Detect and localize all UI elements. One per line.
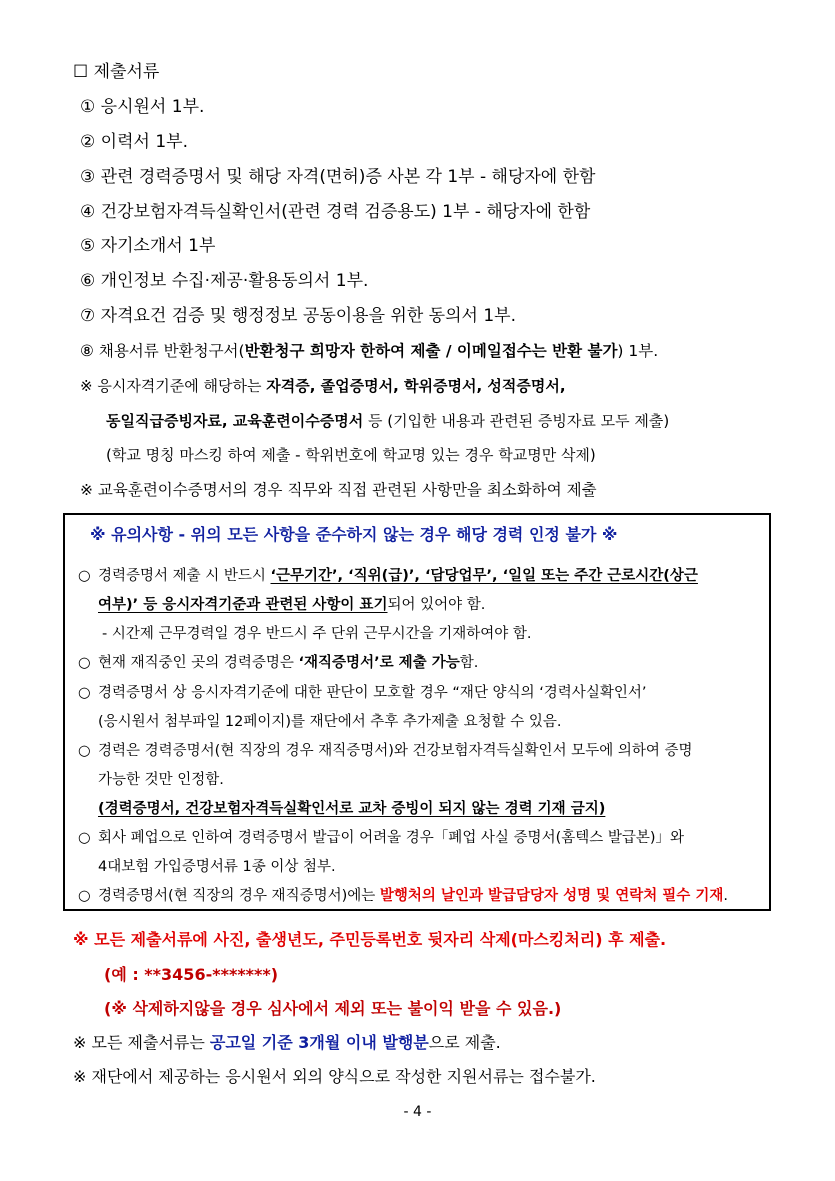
- caution-text: 경력증명서(현 직장의 경우 재직증명서)에는: [98, 888, 380, 904]
- item-text: 개인정보 수집·제공·활용동의서 1부.: [100, 271, 369, 291]
- caution-text: .: [723, 888, 728, 904]
- bullet-icon: ○: [78, 888, 91, 904]
- caution-text-bold: 여부)’ 등 응시자격기준과 관련된 사항이 표기: [98, 597, 388, 613]
- caution-item-cont: 가능한 것만 인정함.: [98, 772, 224, 788]
- section-title: ☐ 제출서류: [73, 62, 160, 82]
- bullet-icon: ○: [78, 685, 91, 701]
- footer-note-text: 으로 제출.: [428, 1033, 501, 1052]
- list-item: [80, 201, 590, 223]
- footer-note: [73, 1032, 501, 1054]
- note-text: ※ 응시자격기준에 해당하는: [80, 377, 267, 395]
- caution-title: ※ 유의사항 - 위의 모든 사항을 준수하지 않는 경우 해당 경력 인정 불가 ※: [90, 525, 618, 544]
- caution-text: 경력증명서 상 응시자격기준에 대한 판단이 모호할 경우 “재단 양식의 ‘경력사실확인서’: [98, 685, 647, 701]
- item-number: ②: [80, 132, 96, 152]
- item-number: ⑤: [80, 236, 96, 256]
- note-line: ※ 교육훈련이수증명서의 경우 직무와 직접 관련된 사항만을 최소화하여 제출: [80, 481, 597, 499]
- caution-item: [78, 741, 692, 761]
- footer-note: ※ 재단에서 제공하는 응시원서 외의 양식으로 작성한 지원서류는 접수불가.: [73, 1067, 596, 1086]
- item-number: ①: [80, 97, 96, 117]
- caution-text-bold: ‘재직증명서’로 제출 가능: [298, 655, 460, 671]
- caution-item: [78, 683, 646, 703]
- item-number: ⑦: [80, 306, 96, 326]
- item-number: ⑥: [80, 271, 96, 291]
- note-line: (학교 명칭 마스킹 하여 제출 - 학위번호에 학교명 있는 경우 학교명만 삭제): [106, 446, 596, 464]
- list-item: [80, 166, 595, 188]
- bullet-icon: ○: [78, 568, 91, 584]
- caution-text-red: 발행처의 날인과 발급담당자 성명 및 연락처 필수 기재: [379, 888, 724, 904]
- item-number: ④: [80, 202, 96, 222]
- list-item: [80, 131, 188, 153]
- list-item: [80, 270, 368, 292]
- list-item: [80, 96, 204, 118]
- item-text: 관련 경력증명서 및 해당 자격(면허)증 사본 각 1부 - 해당자에 한함: [100, 167, 596, 187]
- item-text-bold: 반환청구 희망자 한하여 제출 / 이메일접수는 반환 불가: [244, 342, 618, 360]
- caution-item: [78, 653, 478, 673]
- caution-item-cont: 4대보험 가입증명서류 1종 이상 첨부.: [98, 859, 336, 875]
- item-text: 자기소개서 1부: [100, 236, 216, 256]
- footer-note-text-blue: 공고일 기준 3개월 이내 발행분: [209, 1033, 429, 1052]
- item-text: 응시원서 1부.: [100, 97, 205, 117]
- caution-text: 현재 재직중인 곳의 경력증명은: [98, 655, 299, 671]
- list-item: [80, 305, 516, 327]
- item-text: 이력서 1부.: [100, 132, 188, 152]
- item-text: 건강보험자격득실확인서(관련 경력 검증용도) 1부 - 해당자에 한함: [100, 202, 591, 222]
- item-number: ③: [80, 167, 96, 187]
- item-number: ⑧: [80, 342, 94, 360]
- item-text: 채용서류 반환청구서(: [98, 342, 245, 360]
- footer-note-red: (예 : **3456-*******): [104, 965, 279, 984]
- list-item: [80, 235, 215, 257]
- footer-note-red: ※ 모든 제출서류에 사진, 출생년도, 주민등록번호 뒷자리 삭제(마스킹처리) 후 제출.: [73, 930, 667, 949]
- caution-text-bold: ‘근무기간’, ‘직위(급)’, ‘담당업무’, ‘일일 또는 주간 근로시간(상근: [270, 568, 698, 584]
- caution-text: 함.: [459, 655, 479, 671]
- note-line: [80, 375, 566, 397]
- caution-item: [78, 886, 728, 906]
- caution-item: [78, 566, 698, 586]
- note-text-bold: 자격증, 졸업증명서, 학위증명서, 성적증명서,: [266, 377, 566, 395]
- caution-item-cont: [98, 595, 485, 615]
- note-line: [106, 410, 669, 432]
- caution-text: 경력증명서 제출 시 반드시: [98, 568, 271, 584]
- page-number: - 4 -: [403, 1104, 432, 1120]
- bullet-icon: ○: [78, 655, 91, 671]
- list-item: [80, 340, 658, 362]
- caution-text: 회사 폐업으로 인하여 경력증명서 발급이 어려울 경우「폐업 사실 증명서(홈텍스 발급본)」와: [98, 830, 685, 846]
- bullet-icon: ○: [78, 830, 91, 846]
- footer-note-red: (※ 삭제하지않을 경우 심사에서 제외 또는 불이익 받을 수 있음.): [104, 999, 562, 1018]
- caution-subitem: - 시간제 근무경력일 경우 반드시 주 단위 근무시간을 기재하여야 함.: [102, 626, 532, 642]
- item-text: 자격요건 검증 및 행정정보 공동이용을 위한 동의서 1부.: [100, 306, 516, 326]
- caution-text: 경력은 경력증명서(현 직장의 경우 재직증명서)와 건강보험자격득실확인서 모두에 의하여 증명: [98, 743, 693, 759]
- caution-item-cont: (응시원서 첨부파일 12페이지)를 재단에서 추후 추가제출 요청할 수 있음.: [98, 714, 562, 730]
- item-text: ) 1부.: [617, 342, 659, 360]
- caution-text: 되어 있어야 함.: [387, 597, 486, 613]
- footer-note-text: ※ 모든 제출서류는: [73, 1033, 210, 1052]
- caution-item-cont: (경력증명서, 건강보험자격득실확인서로 교차 증빙이 되지 않는 경력 기재 금지): [98, 801, 606, 817]
- bullet-icon: ○: [78, 743, 91, 759]
- note-text: 등 (기입한 내용과 관련된 증빙자료 모두 제출): [363, 412, 670, 430]
- caution-item: [78, 828, 684, 848]
- note-text-bold: 동일직급증빙자료, 교육훈련이수증명서: [106, 412, 364, 430]
